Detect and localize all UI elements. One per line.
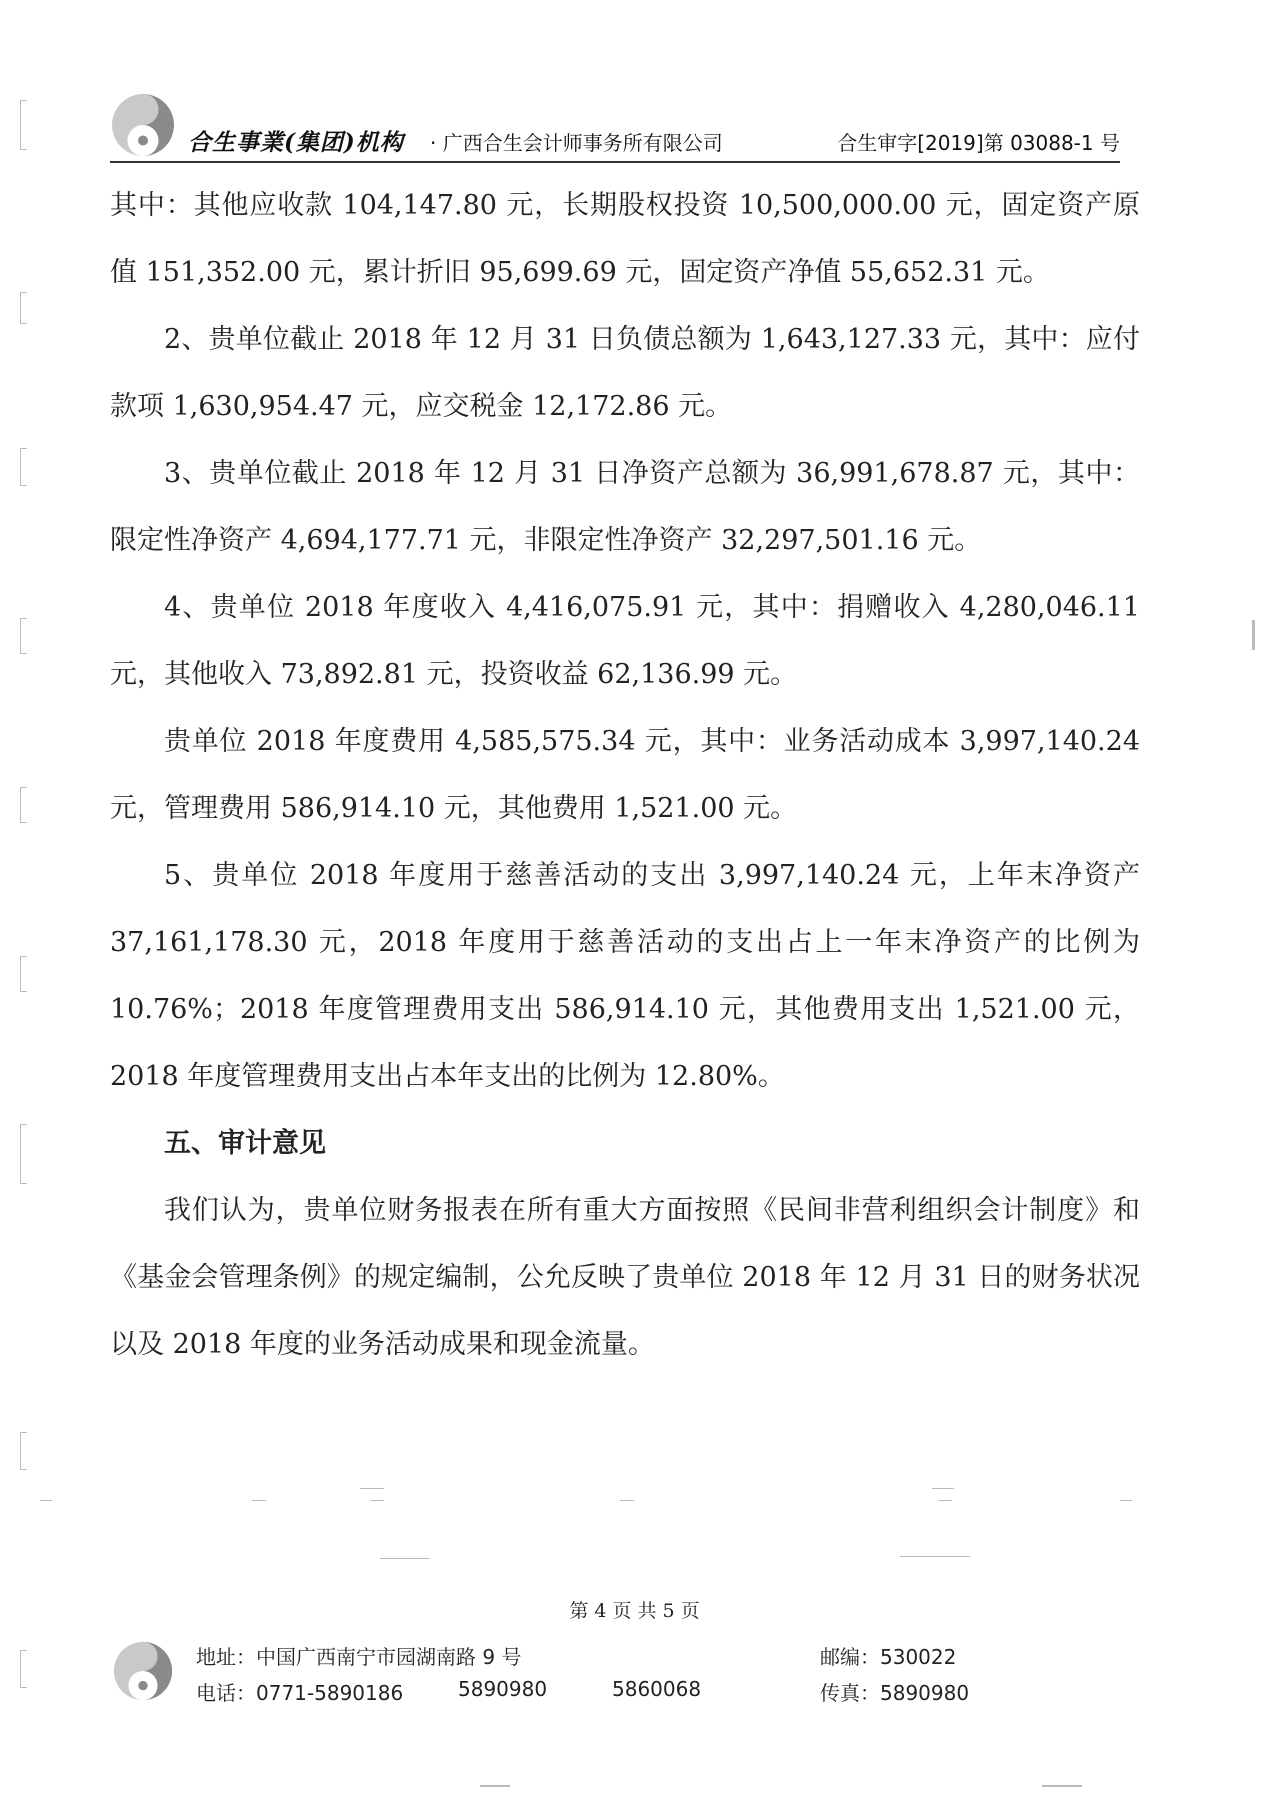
scan-artifact (20, 787, 27, 823)
header-rule (110, 161, 1120, 163)
scan-artifact (932, 1488, 954, 1489)
paragraph-expenses: 贵单位 2018 年度费用 4,585,575.34 元，其中：业务活动成本 3,997,140.24 元，管理费用 586,914.10 元，其他费用 1,521.00 元。 (110, 726, 1140, 824)
phone-value-2: 5890980 (458, 1677, 548, 1701)
paragraph-net-assets: 3、贵单位截止 2018 年 12 月 31 日净资产总额为 36,991,678.87 元，其中：限定性净资产 4,694,177.71 元，非限定性净资产 32,297,501.16 元。 (110, 458, 1140, 556)
scan-artifact (20, 618, 27, 654)
firm-name: · 广西合生会计师事务所有限公司 (430, 131, 723, 155)
scan-artifact (20, 100, 27, 150)
fax-value: 5890980 (880, 1681, 970, 1705)
scan-artifact (480, 1785, 510, 1787)
paragraph-audit-opinion: 我们认为，贵单位财务报表在所有重大方面按照《民间非营利组织会计制度》和《基金会管理条例》的规定编制，公允反映了贵单位 2018 年 12 月 31 日的财务状况以及 2018 年度的业务活动成果和现金流量。 (110, 1195, 1140, 1360)
scan-artifact (20, 1650, 27, 1688)
scan-artifact (1252, 620, 1255, 650)
paragraph-other-assets: 其中：其他应收款 104,147.80 元，长期股权投资 10,500,000.00 元，固定资产原值 151,352.00 元，累计折旧 95,699.69 元，固定资产净值 55,652.31 元。 (110, 190, 1140, 288)
scan-artifact (20, 956, 27, 992)
phone-value-3: 5860068 (612, 1677, 702, 1701)
scan-artifact (380, 1558, 430, 1559)
address-value: 中国广西南宁市园湖南路 9 号 (256, 1645, 522, 1669)
letterhead (110, 92, 1120, 162)
footer-postcode (820, 1641, 956, 1670)
paragraph-liabilities: 2、贵单位截止 2018 年 12 月 31 日负债总额为 1,643,127.33 元，其中：应付款项 1,630,954.47 元，应交税金 12,172.86 元。 (110, 324, 1140, 422)
scan-artifact (20, 1124, 27, 1184)
paragraph-income: 4、贵单位 2018 年度收入 4,416,075.91 元，其中：捐赠收入 4,280,046.11 元，其他收入 73,892.81 元，投资收益 62,136.99 元。 (110, 592, 1140, 690)
scan-artifact (938, 1500, 952, 1501)
footer-fax (820, 1677, 969, 1706)
postcode-value: 530022 (880, 1645, 957, 1669)
scan-artifact (370, 1500, 384, 1501)
scan-artifact (20, 292, 27, 324)
scan-artifact (360, 1488, 384, 1489)
footer-logo-icon (112, 1640, 174, 1702)
scan-artifact (620, 1500, 634, 1501)
fax-label: 传真： (820, 1681, 880, 1705)
scan-artifact (20, 448, 27, 486)
firm-script-name: 合生事業(集团)机构 (188, 129, 404, 156)
scan-artifact (900, 1556, 970, 1557)
firm-logo-icon (110, 92, 176, 158)
section-heading-audit-opinion: 五、审计意见 (164, 1128, 326, 1159)
paragraph-charity-ratio: 5、贵单位 2018 年度用于慈善活动的支出 3,997,140.24 元，上年末净资产 37,161,178.30 元，2018 年度用于慈善活动的支出占上一年末净资产的比例为 10.76%；2018 年度管理费用支出 586,914.10 元，其他费用支出 1,521.00 元，2018 年度管理费用支出占本年支出的比例为 12.80%。 (110, 860, 1140, 1092)
scan-artifact (1042, 1785, 1082, 1787)
scan-artifact (1120, 1500, 1132, 1501)
page-number: 第 4 页 共 5 页 (569, 1600, 700, 1622)
postcode-label: 邮编： (820, 1645, 880, 1669)
phone-value-1: 0771-5890186 (256, 1681, 404, 1705)
document-body (110, 172, 1140, 1378)
phone-label: 电话： (196, 1681, 256, 1705)
scan-artifact (40, 1500, 52, 1501)
scan-artifact (20, 1432, 27, 1470)
footer-phone (196, 1677, 403, 1706)
scan-artifact (252, 1500, 266, 1501)
report-number: 合生审字[2019]第 03088-1 号 (837, 131, 1120, 155)
address-label: 地址： (196, 1645, 256, 1669)
footer-address (196, 1641, 521, 1670)
